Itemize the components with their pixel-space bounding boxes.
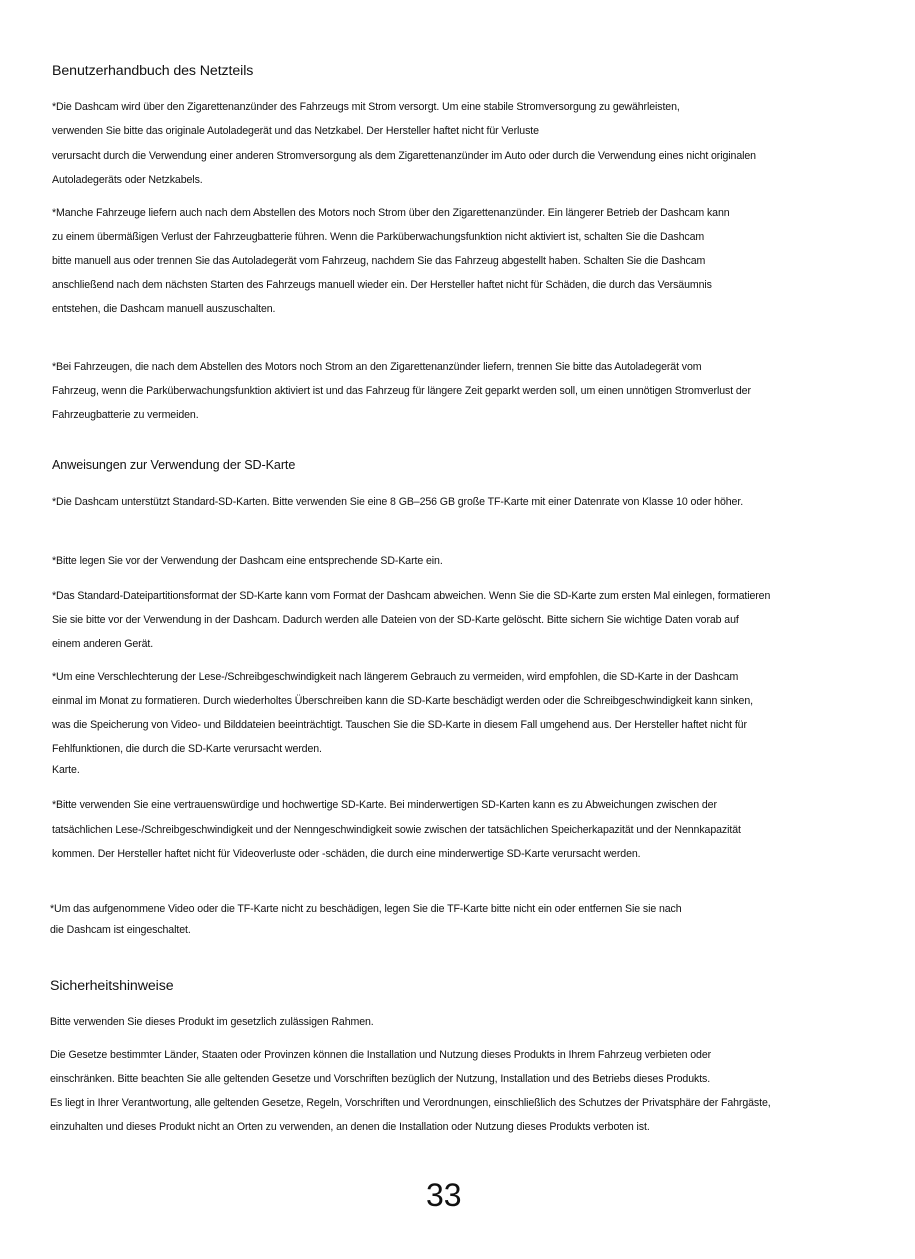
paragraph-line: *Bei Fahrzeugen, die nach dem Abstellen des Motors noch Strom an den Zigarettenanzünder liefern, trennen Sie bitte das Autoladegerät vom bbox=[52, 361, 702, 373]
paragraph-line: was die Speicherung von Video- und Bilddateien beeinträchtigt. Tauschen Sie die SD-Karte in diesem Fall umgehend aus. Der Hersteller haftet nicht für bbox=[52, 719, 747, 731]
paragraph-line: tatsächlichen Lese-/Schreibgeschwindigkeit und der Nenngeschwindigkeit sowie zwischen der tatsächlichen Speicherkapazität und der Nennkapazität bbox=[52, 824, 741, 836]
heading-sd-card: Anweisungen zur Verwendung der SD-Karte bbox=[52, 458, 296, 472]
paragraph-line: kommen. Der Hersteller haftet nicht für Videoverluste oder -schäden, die durch eine minderwertige SD-Karte verursacht werden. bbox=[52, 848, 641, 860]
paragraph-line: Karte. bbox=[52, 764, 80, 776]
paragraph-line: Fahrzeug, wenn die Parküberwachungsfunktion aktiviert ist und das Fahrzeug für längere Zeit geparkt werden soll, um einen unnötigen Stromverlust der bbox=[52, 385, 751, 397]
paragraph-line: entstehen, die Dashcam manuell auszuschalten. bbox=[52, 303, 276, 315]
paragraph-line: einschränken. Bitte beachten Sie alle geltenden Gesetze und Vorschriften bezüglich der Nutzung, Installation und des Betriebs dieses Produkts. bbox=[50, 1073, 711, 1085]
paragraph-line: Sie sie bitte vor der Verwendung in der Dashcam. Dadurch werden alle Dateien von der SD-Karte gelöscht. Bitte sichern Sie wichtige Daten vorab auf bbox=[52, 614, 739, 626]
paragraph-line: die Dashcam ist eingeschaltet. bbox=[50, 924, 191, 936]
paragraph-line: zu einem übermäßigen Verlust der Fahrzeugbatterie führen. Wenn die Parküberwachungsfunktion nicht aktiviert ist, schalten Sie die Dashcam bbox=[52, 231, 705, 243]
paragraph-line: verursacht durch die Verwendung einer anderen Stromversorgung als dem Zigarettenanzünder im Auto oder durch die Verwendung eines nicht originalen bbox=[52, 150, 756, 162]
paragraph-line: *Bitte verwenden Sie eine vertrauenswürdige und hochwertige SD-Karte. Bei minderwertigen SD-Karten kann es zu Abweichungen zwischen der bbox=[52, 799, 717, 811]
paragraph-line: *Die Dashcam unterstützt Standard-SD-Karten. Bitte verwenden Sie eine 8 GB–256 GB große TF-Karte mit einer Datenrate von Klasse 10 oder höher. bbox=[52, 496, 744, 508]
paragraph-line: einmal im Monat zu formatieren. Durch wiederholtes Überschreiben kann die SD-Karte beschädigt werden oder die Schreibgeschwindigkeit kann sinken, bbox=[52, 695, 753, 707]
paragraph-line: bitte manuell aus oder trennen Sie das Autoladegerät vom Fahrzeug, nachdem Sie das Fahrzeug abgestellt haben. Schalten Sie die Dashcam bbox=[52, 255, 706, 267]
paragraph-line: Fehlfunktionen, die durch die SD-Karte verursacht werden. bbox=[52, 743, 322, 755]
heading-power-adapter: Benutzerhandbuch des Netzteils bbox=[52, 63, 254, 79]
page-number: 33 bbox=[426, 1177, 462, 1213]
paragraph-line: *Manche Fahrzeuge liefern auch nach dem Abstellen des Motors noch Strom über den Zigarettenanzünder. Ein längerer Betrieb der Dashcam kann bbox=[52, 207, 730, 219]
heading-safety: Sicherheitshinweise bbox=[50, 978, 174, 994]
paragraph-line: *Um eine Verschlechterung der Lese-/Schreibgeschwindigkeit nach längerem Gebrauch zu vermeiden, wird empfohlen, die SD-Karte in der Dashcam bbox=[52, 671, 739, 683]
paragraph-line: Autoladegeräts oder Netzkabels. bbox=[52, 174, 203, 186]
paragraph-line: einzuhalten und dieses Produkt nicht an Orten zu verwenden, an denen die Installation oder Nutzung dieses Produkts verboten ist. bbox=[50, 1121, 650, 1133]
paragraph-line: *Bitte legen Sie vor der Verwendung der Dashcam eine entsprechende SD-Karte ein. bbox=[52, 555, 443, 567]
paragraph-line: *Das Standard-Dateipartitionsformat der SD-Karte kann vom Format der Dashcam abweichen. Wenn Sie die SD-Karte zum ersten Mal einlegen, formatieren bbox=[52, 590, 771, 602]
paragraph-line: *Die Dashcam wird über den Zigarettenanzünder des Fahrzeugs mit Strom versorgt. Um eine stabile Stromversorgung zu gewährleisten, bbox=[52, 101, 680, 113]
paragraph-line: verwenden Sie bitte das originale Autoladegerät und das Netzkabel. Der Hersteller haftet nicht für Verluste bbox=[52, 125, 539, 137]
paragraph-line: anschließend nach dem nächsten Starten des Fahrzeugs manuell wieder ein. Der Hersteller haftet nicht für Schäden, die durch das Versäumnis bbox=[52, 279, 712, 291]
paragraph-line: Bitte verwenden Sie dieses Produkt im gesetzlich zulässigen Rahmen. bbox=[50, 1016, 374, 1028]
paragraph-line: Es liegt in Ihrer Verantwortung, alle geltenden Gesetze, Regeln, Vorschriften und Verordnungen, einschließlich des Schutzes der Privatsphäre der Fahrgäste, bbox=[50, 1097, 771, 1109]
paragraph-line: einem anderen Gerät. bbox=[52, 638, 154, 650]
paragraph-line: *Um das aufgenommene Video oder die TF-Karte nicht zu beschädigen, legen Sie die TF-Karte bitte nicht ein oder entfernen Sie sie nach bbox=[50, 903, 682, 915]
paragraph-line: Die Gesetze bestimmter Länder, Staaten oder Provinzen können die Installation und Nutzung dieses Produkts in Ihrem Fahrzeug verbieten oder bbox=[50, 1049, 712, 1061]
paragraph-line: Fahrzeugbatterie zu vermeiden. bbox=[52, 409, 199, 421]
